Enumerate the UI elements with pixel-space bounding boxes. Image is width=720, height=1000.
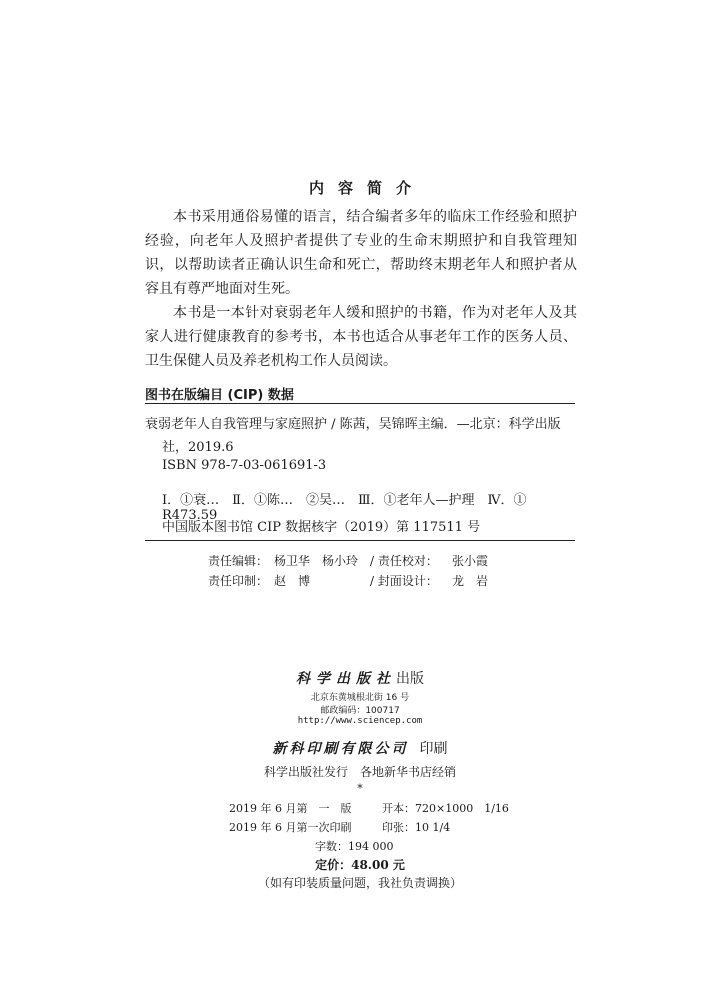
credit-production-value: 赵 博 <box>274 574 311 588</box>
publisher-address: 北京东黄城根北街 16 号 <box>310 693 410 703</box>
quality-notice: （如有印装质量问题，我社负责调换） <box>257 876 462 890</box>
credit-proofreader-value: 张小霞 <box>452 554 489 568</box>
printed-sheets: 印张：10 1/4 <box>382 821 451 834</box>
publisher-url: http://www.sciencep.com <box>297 716 423 726</box>
cip-isbn: ISBN 978-7-03-061691-3 <box>162 458 327 473</box>
printer-suffix: 印刷 <box>419 741 448 757</box>
publisher-line <box>0 668 720 688</box>
cip-bottom-rule <box>145 540 575 541</box>
credit-production-label: 责任印制： <box>208 574 269 588</box>
publisher-suffix: 出版 <box>396 671 424 687</box>
edition-date: 2019 年 6 月第 一 版 <box>229 802 352 815</box>
cip-line-1: 衰弱老年人自我管理与家庭照护 / 陈茜，吴锦晖主编．—北京：科学出版 <box>145 417 561 432</box>
separator-asterisk: * <box>357 782 363 795</box>
publisher-name: 科学出版社 <box>296 671 396 687</box>
cip-top-rule <box>145 403 575 404</box>
printer-name: 新科印刷有限公司 <box>272 741 409 757</box>
cip-heading: 图书在版编目 (CIP) 数据 <box>145 388 294 403</box>
credit-editor-label: 责任编辑： <box>208 554 269 568</box>
cip-line-2: 社，2019.6 <box>162 440 234 455</box>
publisher-postcode: 邮政编码：100717 <box>320 706 400 716</box>
format-size: 开本：720×1000 1/16 <box>382 802 509 815</box>
cip-classification: Ⅰ．①衰… Ⅱ．①陈… ②吴… Ⅲ．①老年人—护理 Ⅳ．① R473.59 <box>162 493 527 523</box>
credit-proofreader-label: / 责任校对： <box>370 554 438 568</box>
printing-date: 2019 年 6 月第一次印刷 <box>229 821 352 834</box>
printer-line <box>0 738 720 758</box>
intro-paragraph-1: 本书采用通俗易懂的语言，结合编者多年的临床工作经验和照护经验，向老年人及照护者提供了专业的生命末期照护和自我管理知识，以帮助读者正确认识生命和死亡，帮助终末期老年人和照护者从容且有尊严地面对生死。 <box>145 209 577 297</box>
intro-title: 内容简介 <box>308 179 425 197</box>
price: 定价：48.00 元 <box>315 858 405 872</box>
cip-record: 中国版本图书馆 CIP 数据核字（2019）第 117511 号 <box>162 520 481 535</box>
word-count: 字数：194 000 <box>315 840 394 853</box>
intro-paragraph-2: 本书是一本针对衰弱老年人缓和照护的书籍，作为对老年人及其家人进行健康教育的参考书，本书也适合从事老年工作的医务人员、卫生保健人员及养老机构工作人员阅读。 <box>145 305 577 369</box>
distribution-line: 科学出版社发行 各地新华书店经销 <box>263 765 456 779</box>
credit-cover-value: 龙 岩 <box>452 574 489 588</box>
credit-cover-label: / 封面设计： <box>370 574 438 588</box>
credit-editor-value: 杨卫华 杨小玲 <box>274 554 359 568</box>
